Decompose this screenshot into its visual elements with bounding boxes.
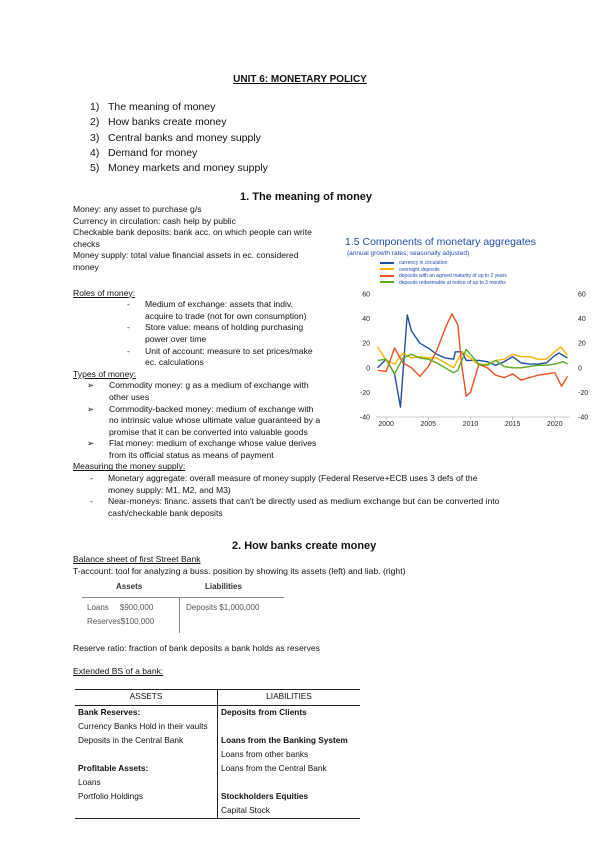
y-tick-label-left: -20 <box>359 389 370 397</box>
table-cell: Loans from the Central Bank <box>221 763 327 773</box>
measuring-list <box>73 473 593 519</box>
y-tick-label-left: 20 <box>362 340 370 348</box>
extended-bs-heading: Extended BS of a bank: <box>73 666 164 676</box>
toc-item <box>90 115 268 130</box>
toc-text: Money markets and money supply <box>108 162 268 175</box>
x-tick-label: 2020 <box>547 421 563 428</box>
table-cell <box>218 776 361 790</box>
text-line: no intrinsic value whose ultimate value guaranteed by a <box>109 415 321 426</box>
page-title: UNIT 6: MONETARY POLICY <box>233 74 367 85</box>
table-cell <box>75 748 218 762</box>
text-line: Flat money: medium of exchange whose value derives <box>109 438 317 449</box>
text-line: Store value: means of holding purchasing <box>145 322 304 333</box>
legend-label: deposits with an agreed maturity of up to 2 years <box>399 273 507 279</box>
legend-swatch <box>380 275 394 277</box>
types-heading: Types of money: <box>73 368 137 379</box>
table-cell: Stockholders Equities <box>221 791 309 801</box>
legend-swatch <box>380 268 394 270</box>
extended-balance-sheet <box>75 689 360 819</box>
table-row <box>75 776 360 790</box>
table-cell: Bank Reserves: <box>75 706 218 721</box>
dash-bullet: - <box>90 496 93 507</box>
definition-line: Currency in circulation: cash help by public <box>73 215 236 226</box>
text-line: Unit of account: measure to set prices/make <box>145 345 313 356</box>
text-line: Monetary aggregate: overall measure of money supply (Federal Reserve+ECB uses 3 defs of the <box>108 473 478 484</box>
y-tick-label-right: 60 <box>578 291 586 299</box>
table-cell: Currency Banks Hold in their vaults <box>75 720 218 734</box>
table-of-contents <box>90 100 268 176</box>
table-cell: Profitable Assets: <box>75 762 218 776</box>
roles-heading: Roles of money: <box>73 287 136 298</box>
chart-legend <box>380 260 507 286</box>
text-line: promise that it can be converted into valuable goods <box>109 426 308 437</box>
text-line: Near-moneys: financ. assets that can't be directly used as medium exchange but can be converted into <box>108 496 500 507</box>
table-cell: Capital Stock <box>221 805 270 815</box>
toc-text: Central banks and money supply <box>108 131 261 144</box>
x-tick-label: 2015 <box>504 421 521 428</box>
text-line: Medium of exchange: assets that indiv. <box>145 299 293 310</box>
text-line: power over time <box>145 333 207 344</box>
y-tick-label-left: 40 <box>362 316 370 324</box>
definition-line: Money supply: total value financial assets in ec. considered <box>73 250 299 261</box>
assets-column-header: ASSETS <box>75 690 218 706</box>
series-line-3 <box>378 349 568 374</box>
dash-bullet: - <box>127 322 130 333</box>
text-line: other uses <box>109 391 150 402</box>
section-1-heading: 1. The meaning of money <box>240 191 373 203</box>
chart-subtitle: (annual growth rates; seasonally adjusted) <box>347 250 470 257</box>
table-cell <box>75 804 218 819</box>
table-cell: Deposits from Clients <box>221 707 307 717</box>
x-tick-label: 2000 <box>378 421 394 428</box>
definition-line: checks <box>73 238 100 249</box>
definition-line: money <box>73 261 99 272</box>
toc-item <box>90 146 268 161</box>
y-tick-label-left: -40 <box>359 414 370 422</box>
legend-swatch <box>380 262 394 264</box>
dash-bullet: - <box>127 345 130 356</box>
arrow-bullet-icon: ➢ <box>87 438 95 449</box>
balance-sheet-heading: Balance sheet of first Street Bank <box>73 554 201 564</box>
toc-text: The meaning of money <box>108 101 216 113</box>
t-account-definition: T-account: tool for analyzing a buss. position by showing its assets (left) and liab. (right) <box>73 566 406 576</box>
table-cell <box>218 720 361 734</box>
table-row <box>75 762 360 776</box>
text-line: Commodity money: g as a medium of exchange with <box>109 380 309 391</box>
definition-line: Money: any asset to purchase g/s <box>73 204 202 214</box>
loans-entry: Loans $900,000 <box>87 603 154 612</box>
assets-header: Assets <box>116 582 143 591</box>
table-row <box>75 790 360 804</box>
liabilities-header: Liabilities <box>205 582 242 591</box>
table-header-row <box>75 690 360 706</box>
table-row <box>75 720 360 734</box>
legend-label: currency in circulation <box>399 260 448 266</box>
arrow-bullet-icon: ➢ <box>87 380 95 391</box>
text-line: cash/checkable bank deposits <box>108 507 223 518</box>
legend-label: deposits redeemable at notice of up to 3 months <box>399 279 506 286</box>
y-tick-label-right: 40 <box>578 316 586 324</box>
dash-bullet: - <box>90 473 93 484</box>
toc-number: 2) <box>90 116 100 129</box>
table-cell: Loans from the Banking System <box>221 735 348 745</box>
toc-number: 1) <box>90 101 100 113</box>
dash-bullet: - <box>127 299 130 310</box>
text-line: acquire to trade (not for own consumption) <box>145 310 307 321</box>
t-account-vline <box>179 597 180 633</box>
toc-number: 5) <box>90 162 100 175</box>
table-row <box>75 706 360 721</box>
line-chart <box>348 286 598 428</box>
text-line: from its official status as means of payment <box>109 449 274 460</box>
measuring-heading: Measuring the money supply: <box>73 461 186 472</box>
list-item <box>87 438 593 461</box>
definition-line: Checkable bank deposits: bank acc. on which people can write <box>73 227 312 238</box>
reserves-entry: Reserves$100,000 <box>87 617 155 626</box>
toc-item <box>90 131 268 146</box>
legend-swatch <box>380 281 394 283</box>
table-cell: Loans <box>75 776 218 790</box>
x-tick-label: 2010 <box>462 421 479 428</box>
table-row <box>75 804 360 819</box>
t-account-hline <box>82 597 284 598</box>
chart-title: 1.5 Components of monetary aggregates <box>345 236 536 248</box>
y-tick-label-right: 0 <box>578 365 582 373</box>
table-cell: Loans from other banks <box>221 749 309 759</box>
table-cell: Portfolio Holdings <box>75 790 218 804</box>
y-tick-label-right: -40 <box>578 414 589 422</box>
liabilities-column-header: LIABILITIES <box>266 691 312 701</box>
toc-item <box>90 161 268 176</box>
y-tick-label-right: -20 <box>578 389 589 397</box>
toc-text: Demand for money <box>108 146 198 159</box>
t-account <box>82 580 282 630</box>
reserve-ratio-definition: Reserve ratio: fraction of bank deposits a bank holds as reserves <box>73 643 320 653</box>
toc-number: 3) <box>90 131 100 144</box>
list-item <box>90 473 593 496</box>
x-tick-label: 2005 <box>420 421 437 428</box>
list-item <box>90 496 593 519</box>
toc-item <box>90 100 268 115</box>
toc-text: How banks create money <box>108 116 227 129</box>
legend-label: overnight deposits <box>399 266 440 273</box>
y-tick-label-left: 0 <box>366 365 370 373</box>
text-line: Commodity-backed money: medium of exchange with <box>109 403 314 414</box>
y-tick-label-left: 60 <box>362 291 370 299</box>
table-cell: Deposits in the Central Bank <box>75 734 218 748</box>
table-row <box>75 748 360 762</box>
table-row <box>75 734 360 748</box>
series-line-0 <box>378 315 568 407</box>
section-2-heading: 2. How banks create money <box>232 540 377 552</box>
text-line: money supply: M1, M2, and M3) <box>108 484 231 495</box>
arrow-bullet-icon: ➢ <box>87 403 95 414</box>
toc-number: 4) <box>90 146 100 159</box>
text-line: ec. calculations <box>145 357 204 368</box>
y-tick-label-right: 20 <box>578 340 586 348</box>
deposits-entry: Deposits $1,000,000 <box>186 603 260 612</box>
